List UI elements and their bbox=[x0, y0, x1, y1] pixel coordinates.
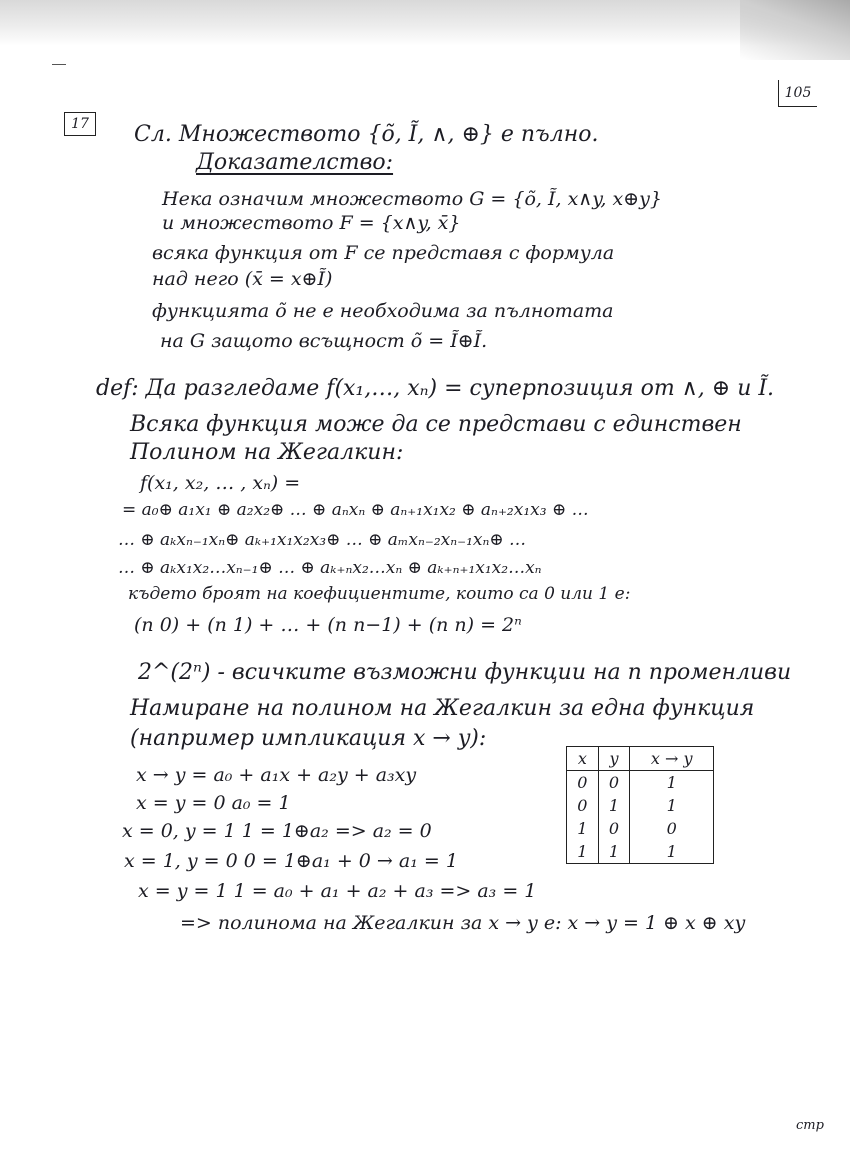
cell-x: 1 bbox=[577, 819, 588, 838]
binomial-sum: (n 0) + (n 1) + … + (n n−1) + (n n) = 2ⁿ bbox=[134, 614, 522, 636]
proof-line-3: всяка функция от F се представя с формула bbox=[152, 242, 615, 264]
page-footer: стр bbox=[796, 1118, 824, 1133]
cell-x: 0 bbox=[577, 773, 588, 792]
scan-shadow-corner bbox=[740, 0, 850, 60]
table-row bbox=[567, 771, 714, 795]
case-01: x = 0, y = 1 1 = 1⊕a₂ => a₂ = 0 bbox=[122, 820, 432, 842]
cell-y: 1 bbox=[598, 794, 630, 817]
case-10: x = 1, y = 0 0 = 1⊕a₁ + 0 → a₁ = 1 bbox=[124, 850, 458, 872]
truth-table bbox=[566, 746, 714, 864]
case-00: x = y = 0 a₀ = 1 bbox=[136, 792, 291, 814]
truth-table-header bbox=[567, 747, 714, 771]
corollary-statement: Сл. Множеството {õ, Ĩ, ∧, ⊕} е пълно. bbox=[134, 122, 599, 147]
table-row bbox=[567, 794, 714, 817]
proof-heading: Доказателство: bbox=[196, 150, 394, 175]
proof-line-4: над него (x̄ = x⊕Ĩ) bbox=[152, 268, 333, 290]
scan-shadow-top bbox=[0, 0, 850, 46]
cell-result: 1 bbox=[630, 771, 714, 795]
proof-line-6: на G защото всъщност õ = Ĩ⊕Ĩ. bbox=[160, 330, 488, 352]
conclusion-line: => полинома на Жегалкин за x → y е: x → y = 1 ⊕ x ⊕ xy bbox=[180, 912, 746, 934]
margin-mark bbox=[52, 64, 66, 65]
header-x: x bbox=[567, 747, 599, 771]
note-number: 17 bbox=[64, 112, 96, 136]
find-polynomial-line: Намиране на полином на Жегалкин за една функция bbox=[130, 696, 755, 721]
proof-line-2: и множеството F = {x∧y, x̄} bbox=[162, 212, 461, 234]
implication-form: x → y = a₀ + a₁x + a₂y + a₃xy bbox=[136, 764, 417, 786]
zhegalkin-line-1: Всяка функция може да се представи с единствен bbox=[130, 412, 742, 437]
case-11: x = y = 1 1 = a₀ + a₁ + a₂ + a₃ => a₃ = 1 bbox=[138, 880, 537, 902]
polynomial-lhs: f(x₁, x₂, … , xₙ) = bbox=[140, 472, 301, 494]
coefficients-count: където броят на коефициентите, които са 0 или 1 е: bbox=[128, 584, 631, 604]
header-implication: x → y bbox=[630, 747, 714, 771]
all-functions-line: 2^(2ⁿ) - всичките възможни функции на n променливи bbox=[138, 660, 792, 685]
cell-y: 0 bbox=[598, 817, 630, 840]
definition-line: def: Да разгледаме f(x₁,…, xₙ) = суперпозиция от ∧, ⊕ и Ĩ. bbox=[96, 376, 775, 401]
proof-line-5: функцията õ не е необходима за пълнотата bbox=[152, 300, 614, 322]
polynomial-line-2: … ⊕ aₖxₙ₋₁xₙ⊕ aₖ₊₁x₁x₂x₃⊕ … ⊕ aₘxₙ₋₂xₙ₋₁xₙ⊕ … bbox=[118, 530, 527, 550]
cell-x: 1 bbox=[577, 842, 588, 861]
cell-x: 0 bbox=[577, 796, 588, 815]
proof-line-1: Нека означим множеството G = {õ, Ĩ, x∧y, x⊕y} bbox=[162, 188, 662, 210]
zhegalkin-line-2: Полином на Жегалкин: bbox=[130, 440, 404, 465]
cell-y: 1 bbox=[598, 840, 630, 864]
cell-y: 0 bbox=[598, 771, 630, 795]
page-id: 105 bbox=[778, 80, 817, 107]
polynomial-line-3: … ⊕ aₖx₁x₂…xₙ₋₁⊕ … ⊕ aₖ₊ₙx₂…xₙ ⊕ aₖ₊ₙ₊₁x₁x₂…xₙ bbox=[118, 558, 542, 578]
table-row bbox=[567, 817, 714, 840]
table-row bbox=[567, 840, 714, 864]
polynomial-line-1: = a₀⊕ a₁x₁ ⊕ a₂x₂⊕ … ⊕ aₙxₙ ⊕ aₙ₊₁x₁x₂ ⊕ aₙ₊₂x₁x₃ ⊕ … bbox=[122, 500, 589, 520]
cell-result: 0 bbox=[630, 817, 714, 840]
header-y: y bbox=[598, 747, 630, 771]
cell-result: 1 bbox=[630, 794, 714, 817]
example-implication-line: (например импликация x → y): bbox=[130, 726, 487, 751]
cell-result: 1 bbox=[630, 840, 714, 864]
